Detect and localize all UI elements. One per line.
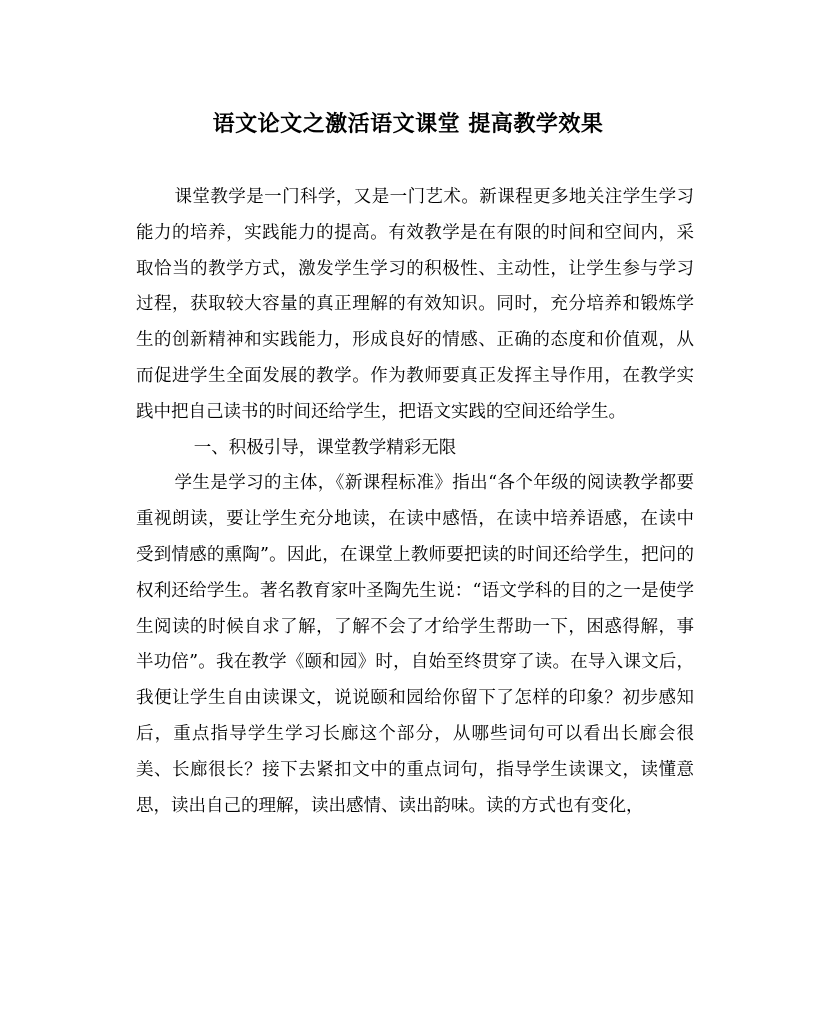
- page-title: 语文论文之激活语文课堂 提高教学效果: [212, 111, 604, 137]
- paragraph-reading: 学生是学习的主体，《新课程标准》指出“各个年级的阅读教学都要重视朗读，要让学生充分地读，在读中感悟，在读中培养语感，在读中受到情感的熏陶”。因此，在课堂上教师要把读的时间还给学生，把问的权利还给学生。著名教育家叶圣陶先生说：“语文学科的目的之一是使学生阅读的时候自求了解，了解不会了才给学生帮助一下，困惑得解，事半功倍”。我在教学《颐和园》时，自始至终贯穿了读。在导入课文后，我便让学生自由读课文，说说颐和园给你留下了怎样的印象？初步感知后，重点指导学生学习长廊这个部分，从哪些词句可以看出长廊会很美、长廊很长？接下去紧扣文中的重点词句，指导学生读课文，读懂意思，读出自己的理解，读出感情、读出韵味。读的方式也有变化，: [136, 473, 694, 816]
- paragraph-intro: 课堂教学是一门科学，又是一门艺术。新课程更多地关注学生学习能力的培养，实践能力的提高。有效教学是在有限的时间和空间内，采取恰当的教学方式，激发学生学习的积极性、主动性，让学生参与学习过程，获取较大容量的真正理解的有效知识。同时，充分培养和锻炼学生的创新精神和实践能力，形成良好的情感、正确的态度和价值观，从而促进学生全面发展的教学。作为教师要真正发挥主导作用，在教学实践中把自己读书的时间还给学生，把语文实践的空间还给学生。: [136, 187, 694, 422]
- section-heading: 一、积极引导，课堂教学精彩无限: [193, 437, 457, 458]
- document-body: [136, 180, 694, 824]
